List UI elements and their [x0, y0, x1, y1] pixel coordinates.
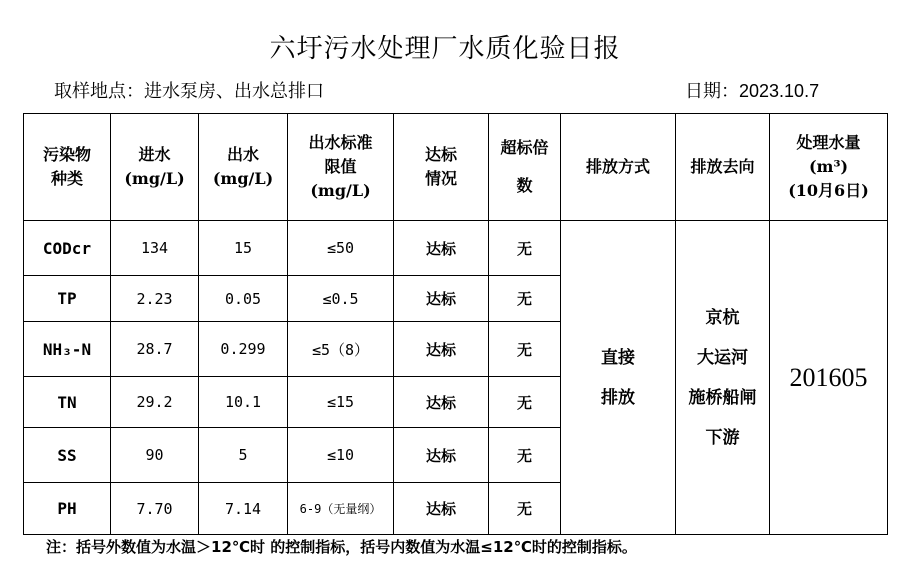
footnote: 注：括号外数值为水温＞12℃时 的控制指标，括号内数值为水温≤12℃时的控制指标。: [46, 538, 637, 556]
water-quality-table: [23, 113, 888, 535]
sampling-location: 取样地点：进水泵房、出水总排口: [54, 81, 324, 102]
header-discharge-destination: 排放去向: [676, 114, 770, 221]
outflow-value: 0.05: [199, 276, 288, 322]
limit-value: 6-9（无量纲）: [288, 483, 394, 535]
outflow-value: 0.299: [199, 322, 288, 377]
header-compliance: 达标 情况: [394, 114, 489, 221]
compliance-status: 达标: [394, 428, 489, 483]
inflow-value: 29.2: [111, 377, 199, 428]
inflow-value: 2.23: [111, 276, 199, 322]
header-inflow: 进水 (mg/L): [111, 114, 199, 221]
compliance-status: 达标: [394, 276, 489, 322]
limit-value: ≤0.5: [288, 276, 394, 322]
report-date: 日期：2023.10.7: [685, 81, 820, 101]
pollutant-name: NH₃-N: [24, 322, 111, 377]
outflow-value: 7.14: [199, 483, 288, 535]
pollutant-name: TN: [24, 377, 111, 428]
exceed-multiple: 无: [489, 377, 561, 428]
inflow-value: 134: [111, 221, 199, 276]
discharge-destination-cell: 京杭 大运河 施桥船闸 下游: [676, 221, 770, 535]
outflow-value: 5: [199, 428, 288, 483]
inflow-value: 28.7: [111, 322, 199, 377]
exceed-multiple: 无: [489, 276, 561, 322]
limit-value: ≤50: [288, 221, 394, 276]
inflow-value: 7.70: [111, 483, 199, 535]
limit-value: ≤15: [288, 377, 394, 428]
compliance-status: 达标: [394, 221, 489, 276]
outflow-value: 15: [199, 221, 288, 276]
exceed-multiple: 无: [489, 322, 561, 377]
pollutant-name: SS: [24, 428, 111, 483]
outflow-value: 10.1: [199, 377, 288, 428]
inflow-value: 90: [111, 428, 199, 483]
table-header-row: [24, 114, 888, 221]
table-row: [24, 221, 888, 276]
exceed-multiple: 无: [489, 483, 561, 535]
header-volume: 处理水量 (m³) (10月6日): [770, 114, 888, 221]
exceed-multiple: 无: [489, 221, 561, 276]
pollutant-name: CODcr: [24, 221, 111, 276]
header-exceed: 超标倍 数: [489, 114, 561, 221]
header-limit: 出水标准 限值 (mg/L): [288, 114, 394, 221]
header-pollutant: 污染物 种类: [24, 114, 111, 221]
report-title: 六圩污水处理厂水质化验日报: [269, 34, 621, 64]
discharge-method-cell: 直接 排放: [561, 221, 676, 535]
limit-value: ≤10: [288, 428, 394, 483]
limit-value: ≤5（8）: [288, 322, 394, 377]
exceed-multiple: 无: [489, 428, 561, 483]
compliance-status: 达标: [394, 322, 489, 377]
pollutant-name: TP: [24, 276, 111, 322]
compliance-status: 达标: [394, 483, 489, 535]
pollutant-name: PH: [24, 483, 111, 535]
treated-volume: 201605: [770, 221, 888, 535]
header-outflow: 出水 (mg/L): [199, 114, 288, 221]
compliance-status: 达标: [394, 377, 489, 428]
header-discharge-method: 排放方式: [561, 114, 676, 221]
